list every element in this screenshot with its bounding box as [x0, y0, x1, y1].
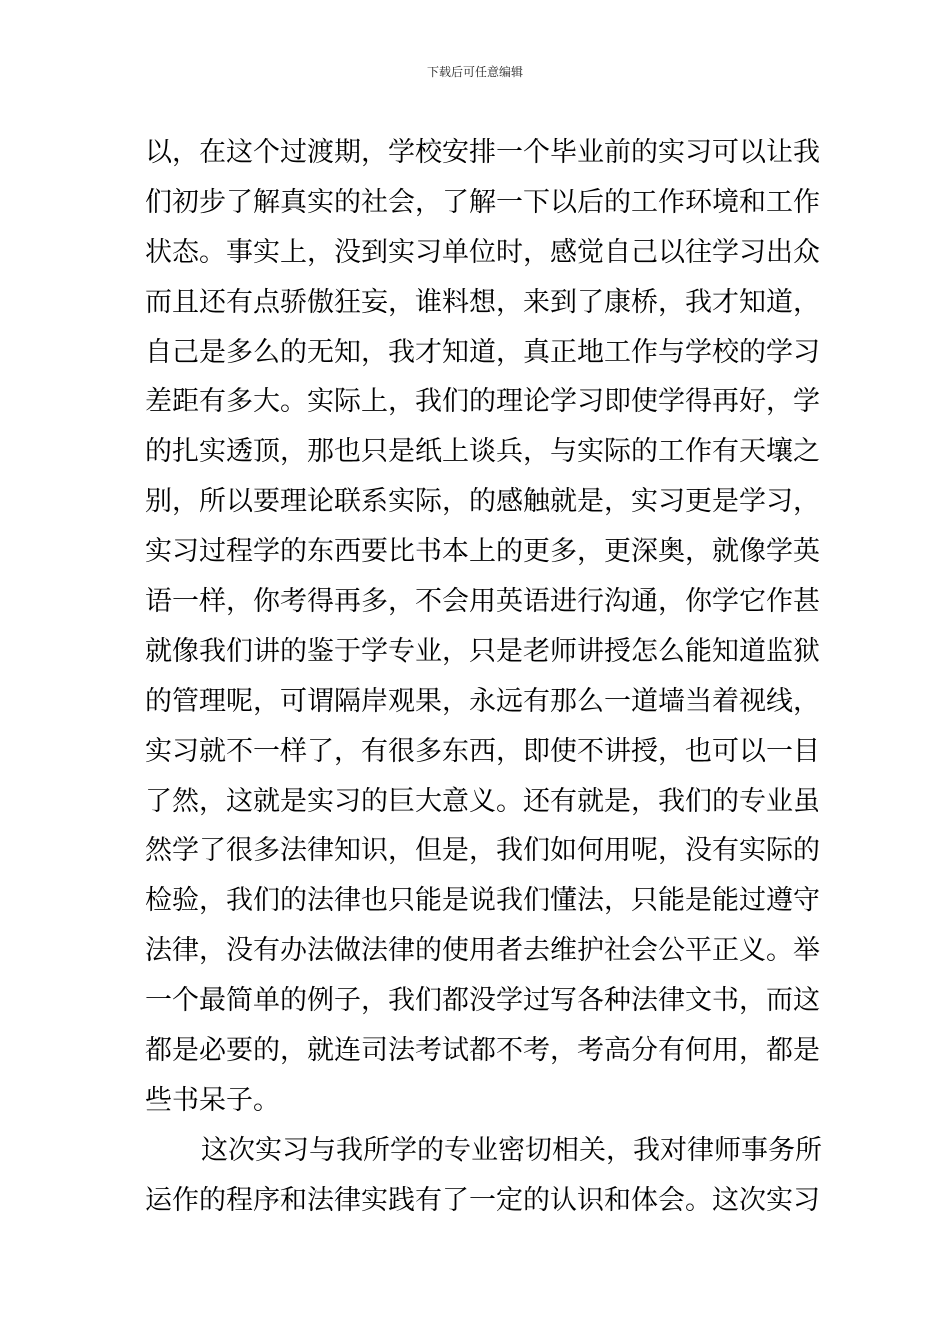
paragraph — [145, 128, 820, 1126]
text-line: 状态。事实上，没到实习单位时，感觉自己以往学习出众 — [145, 236, 820, 268]
text-line: 这次实习与我所学的专业密切相关，我对律师事务所 — [201, 1134, 822, 1166]
text-line: 自己是多么的无知，我才知道，真正地工作与学校的学习 — [145, 336, 820, 368]
text-line: 些书呆子。 — [145, 1084, 280, 1116]
text-line: 一个最简单的例子，我们都没学过写各种法律文书，而这 — [145, 985, 820, 1017]
text-line: 的管理呢，可谓隔岸观果，永远有那么一道墙当着视线， — [145, 685, 820, 717]
text-line: 法律，没有办法做法律的使用者去维护社会公平正义。举 — [145, 935, 820, 967]
page-header: 下载后可任意编辑 — [426, 65, 523, 79]
text-line: 别，所以要理论联系实际，的感触就是，实习更是学习， — [145, 486, 820, 518]
text-line: 实习就不一样了，有很多东西，即使不讲授，也可以一目 — [145, 735, 820, 767]
text-line: 的扎实透顶，那也只是纸上谈兵，与实际的工作有天壤之 — [145, 436, 820, 468]
text-line: 们初步了解真实的社会，了解一下以后的工作环境和工作 — [145, 186, 820, 218]
text-line: 了然，这就是实习的巨大意义。还有就是，我们的专业虽 — [145, 785, 820, 817]
text-line: 语一样，你考得再多，不会用英语进行沟通，你学它作甚 — [145, 586, 820, 618]
text-line: 就像我们讲的鉴于学专业，只是老师讲授怎么能知道监狱 — [145, 635, 820, 667]
paragraph — [145, 1126, 822, 1226]
text-line: 运作的程序和法律实践有了一定的认识和体会。这次实习 — [145, 1184, 820, 1216]
text-line: 实习过程学的东西要比书本上的更多，更深奥，就像学英 — [145, 536, 820, 568]
text-line: 检验，我们的法律也只能是说我们懂法，只能是能过遵守 — [145, 885, 820, 917]
text-line: 而且还有点骄傲狂妄，谁料想，来到了康桥，我才知道， — [145, 286, 820, 318]
text-line: 差距有多大。实际上，我们的理论学习即使学得再好，学 — [145, 386, 820, 418]
text-line: 都是必要的，就连司法考试都不考，考高分有何用，都是 — [145, 1035, 820, 1067]
document-body — [145, 128, 822, 1226]
text-line: 以，在这个过渡期，学校安排一个毕业前的实习可以让我 — [145, 137, 820, 168]
text-line: 然学了很多法律知识，但是，我们如何用呢，没有实际的 — [145, 835, 820, 867]
